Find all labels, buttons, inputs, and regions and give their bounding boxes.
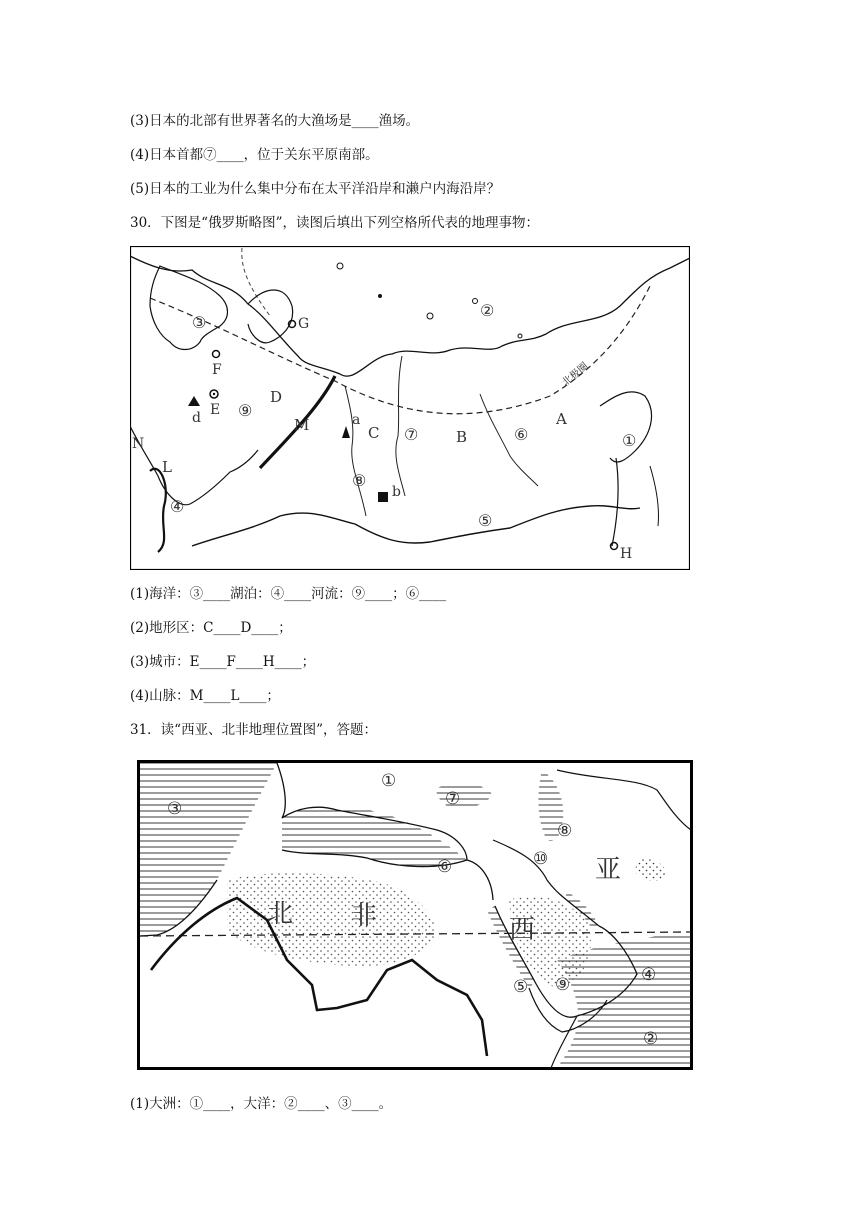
russia-map	[130, 246, 690, 570]
label-D: D	[270, 388, 283, 406]
label-A: A	[556, 410, 567, 428]
label-8: ⑧	[557, 821, 573, 841]
question-31-1: (1)大洲：①____，大洋：②____、③____。	[130, 1096, 393, 1112]
label-b: b	[392, 484, 401, 500]
label-2: ②	[480, 301, 495, 320]
label-9: ⑨	[555, 975, 571, 995]
label-H: H	[620, 546, 633, 562]
question-30-3: (3)城市：E____F____H____；	[130, 654, 316, 670]
question-29-3: (3)日本的北部有世界著名的大渔场是____渔场。	[130, 113, 420, 129]
label-5: ⑤	[513, 977, 529, 997]
west-asia-north-africa-map	[137, 760, 693, 1070]
label-1: ①	[381, 771, 397, 791]
question-30-title: 30．下图是“俄罗斯略图”，读图后填出下列空格所代表的地理事物：	[130, 215, 539, 231]
label-a: a	[352, 412, 361, 428]
label-fei: 非	[351, 901, 378, 931]
mine-symbol-b	[378, 492, 388, 502]
label-3: ③	[167, 799, 183, 819]
label-C: C	[368, 424, 380, 442]
label-7: ⑦	[404, 425, 419, 444]
question-30-2: (2)地形区：C____D____；	[130, 620, 292, 636]
label-bei: 北	[267, 899, 294, 929]
label-4: ④	[641, 965, 657, 985]
label-6: ⑥	[514, 425, 529, 444]
label-3: ③	[192, 313, 207, 332]
label-xi: 西	[509, 915, 536, 945]
question-30-1: (1)海洋：③____湖泊：④____河流：⑨____；⑥____	[130, 586, 447, 602]
question-29-5: (5)日本的工业为什么集中分布在太平洋沿岸和濑户内海沿岸？	[130, 181, 501, 197]
label-F: F	[212, 362, 222, 378]
label-arctic-circle: 北极圈	[560, 360, 591, 389]
label-L: L	[162, 458, 172, 476]
label-1: ①	[622, 431, 637, 450]
question-29-4: (4)日本首都⑦____，位于关东平原南部。	[130, 147, 379, 163]
label-7: ⑦	[445, 789, 461, 809]
label-4: ④	[170, 497, 185, 516]
label-N: N	[132, 436, 145, 452]
label-d: d	[192, 410, 201, 426]
label-E: E	[210, 402, 221, 418]
label-10: ⑩	[533, 849, 549, 869]
label-G: G	[298, 316, 310, 332]
label-ya: 亚	[595, 855, 622, 885]
question-30-4: (4)山脉：M____L____；	[130, 688, 280, 704]
label-2: ②	[643, 1029, 659, 1049]
label-9: ⑨	[238, 401, 253, 420]
label-8: ⑧	[352, 471, 367, 490]
label-5: ⑤	[478, 511, 493, 530]
question-31-title: 31．读“西亚、北非地理位置图”，答题：	[130, 722, 377, 738]
label-M: M	[294, 416, 310, 434]
label-B: B	[456, 428, 468, 446]
label-6: ⑥	[437, 857, 453, 877]
